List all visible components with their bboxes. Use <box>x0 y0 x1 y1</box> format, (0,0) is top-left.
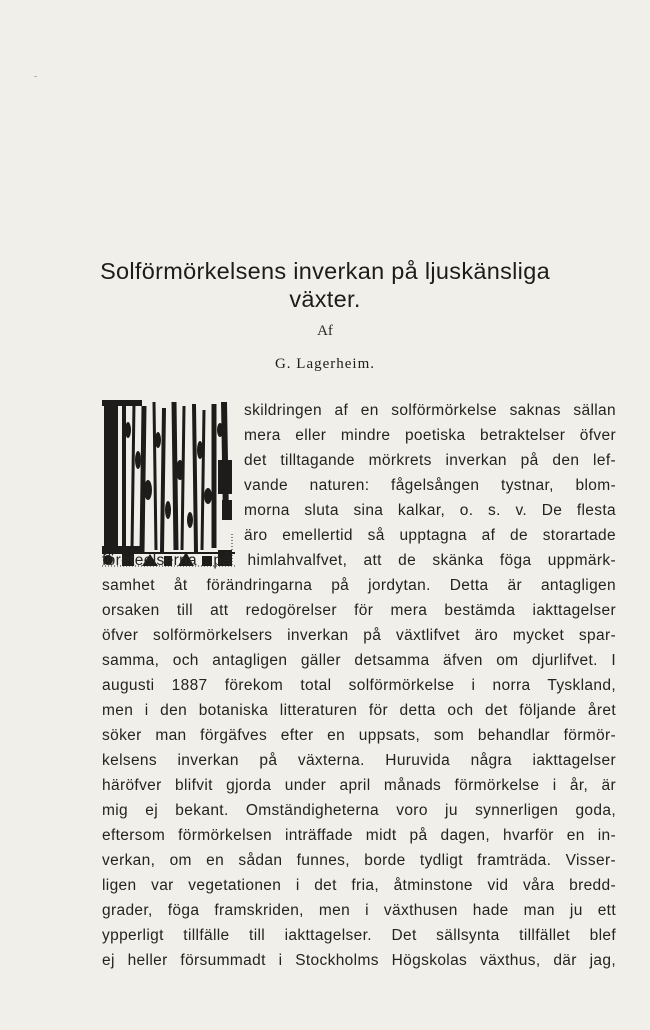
text-line: äro emellertid så upptagna af de storartade <box>244 527 616 544</box>
text-line: ypperligt tillfälle till iakttagelser. Det sällsynta tillfället blef <box>102 927 616 944</box>
text-line: söker man förgäfves efter en uppsats, som behandlar förmör- <box>102 727 616 744</box>
paper-speck <box>34 76 37 77</box>
author-name: G. Lagerheim. <box>274 356 376 372</box>
text-line: grader, föga framskriden, men i växthusen hade man ju ett <box>102 902 616 919</box>
article-title-line-2: växter. <box>289 286 361 312</box>
text-line: ligen var vegetationen i det fria, åtminstone vid våra bredd- <box>102 877 616 894</box>
text-line: skildringen af en solförmörkelse saknas sällan <box>244 402 616 419</box>
text-line: samma, och antagligen gäller detsamma äfven om djurlifvet. I <box>102 652 616 669</box>
text-line: mera eller mindre poetiska betraktelser öfver <box>244 427 616 444</box>
text-line: vande naturen: fågelsången tystnar, blom- <box>244 477 616 494</box>
text-line: verkan, om en sådan funnes, borde tydligt framträda. Visser- <box>102 852 616 869</box>
text-line: häröfver blifvit gjorda under april månads förmörkelse i år, är <box>102 777 616 794</box>
text-line: mig ej bekant. Omständigheterna voro ju synnerligen goda, <box>102 802 616 819</box>
text-line: det tilltagande mörkrets inverkan på den lef- <box>244 452 616 469</box>
text-line: samhet åt förändringarna på jordytan. Detta är antagligen <box>102 577 616 594</box>
article-title-line-1: Solförmörkelsens inverkan på ljuskänsliga <box>100 258 550 284</box>
text-line: ej heller försummadt i Stockholms Högskolas växthus, där jag, <box>102 952 616 969</box>
text-line: kelsens inverkan på växterna. Huruvida några iakttagelser <box>102 752 616 769</box>
text-line: morna sluta sina kalkar, o. s. v. De flesta <box>244 502 616 519</box>
byline-prefix: Af <box>317 323 333 339</box>
text-line: eftersom förmörkelsen inträffade midt på dagen, hvarför en in- <box>102 827 616 844</box>
text-line: men i den botaniska litteraturen för detta och det följande året <box>102 702 616 719</box>
decorative-initial-letter <box>102 400 235 568</box>
text-line: företeelserna på himlahvalfvet, att de skänka föga uppmärk- <box>102 552 616 569</box>
text-line: augusti 1887 förekom total solförmörkelse i norra Tyskland, <box>102 677 616 694</box>
text-line: öfver solförmörkelsers inverkan på växtlifvet äro mycket spar- <box>102 627 616 644</box>
text-line: orsaken till att redogörelser för mera bestämda iakttagelser <box>102 602 616 619</box>
